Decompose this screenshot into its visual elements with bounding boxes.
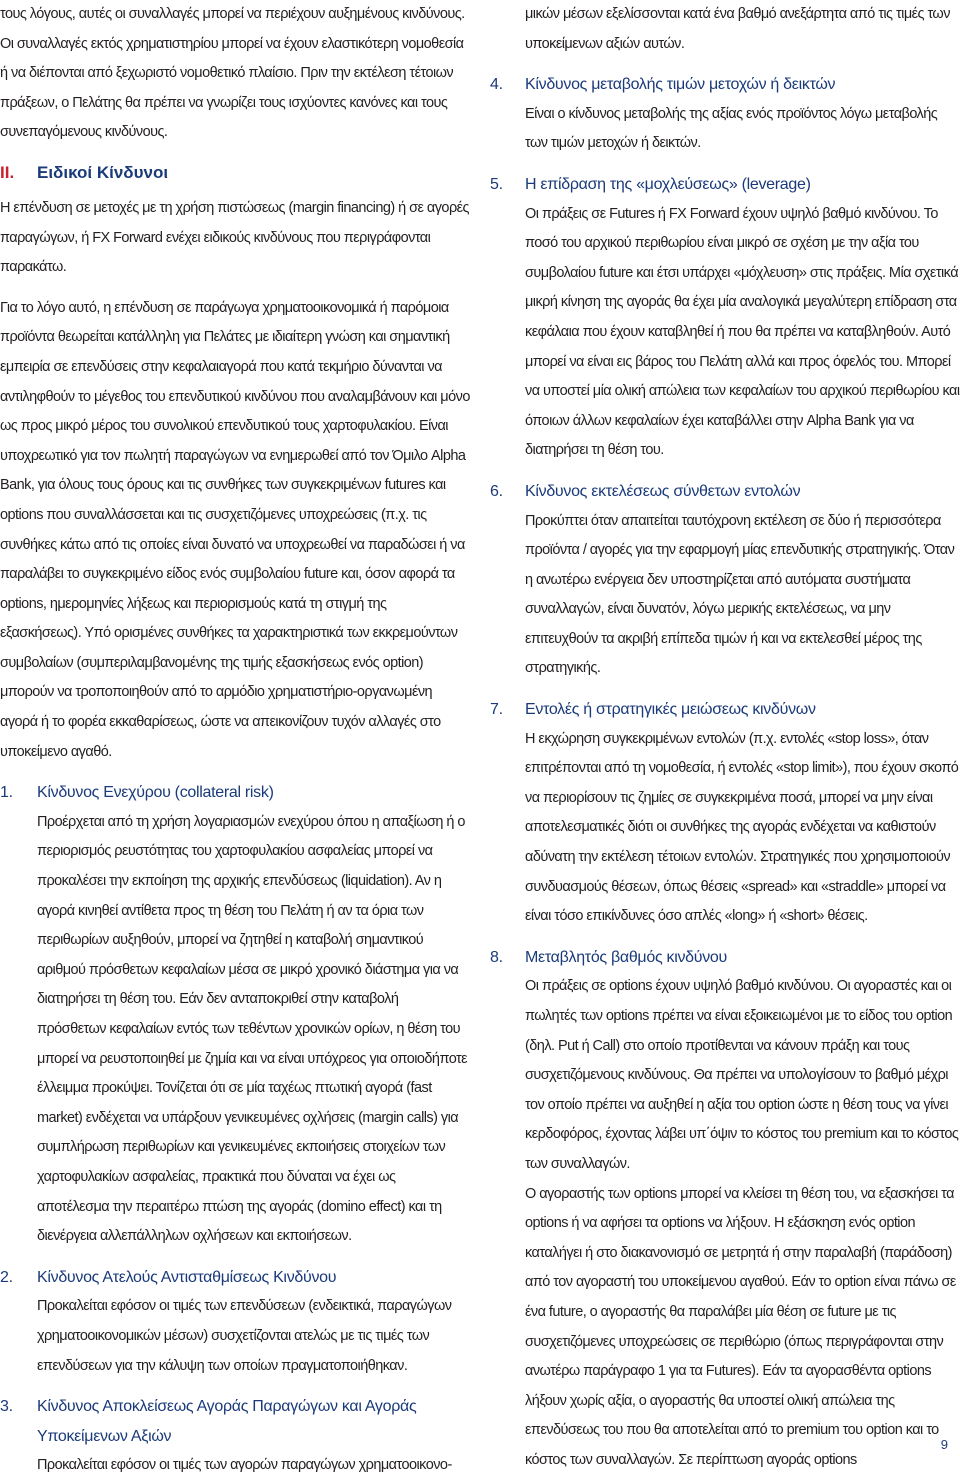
item-6-title: Κίνδυνος εκτελέσεως σύνθετων εντολών bbox=[525, 482, 801, 500]
item-5-title: Η επίδραση της «μοχλεύσεως» (leverage) bbox=[525, 175, 811, 193]
item-4-title: Κίνδυνος μεταβολής τιμών μετοχών ή δεικτών bbox=[525, 76, 836, 94]
item-3-heading bbox=[0, 1392, 470, 1451]
item-8-text-2: Ο αγοραστής των options μπορεί να κλείσει τη θέση του, να εξασκήσει τα options ή να αφήσει τα options να λήξουν. Η εξάσκηση ενός option καταλήγει ή στο διακανονισμό σε μετρητά ή στην παραλαβή (παράδοση) από τον αγοραστή του υποκείμενου αγαθού. Εάν το option είναι πάνω σε ένα future, ο αγοραστής θα παραλάβει μία θέση σε future με τις συσχετιζόμενες υποχρεώσεις σε περιθώριο (όπως περιγράφονται στην ανωτέρω παράγραφο 1 για τα Futures). Εάν τα αγορασθέντα options λήξουν χωρίς αξία, ο αγοραστής θα υποστεί ολική απώλεια της επενδύσεως του που θα αποτελείται από το premium του option και το κόστος των συναλλαγών. Σε περίπτωση αγοράς options bbox=[525, 1185, 956, 1468]
item-1-title: Κίνδυνος Ενεχύρου (collateral risk) bbox=[37, 784, 274, 802]
right-column bbox=[490, 0, 960, 1476]
item-8-number: 8. bbox=[490, 948, 503, 966]
item-5-heading bbox=[490, 170, 960, 200]
item-4-number: 4. bbox=[490, 76, 503, 94]
item-4-text: Είναι ο κίνδυνος μεταβολής της αξίας ενός προϊόντος λόγω μεταβολής των τιμών μετοχών ή δεικτών. bbox=[525, 105, 938, 152]
section-heading bbox=[0, 157, 470, 188]
item-3-number: 3. bbox=[0, 1398, 13, 1416]
item-7-title: Εντολές ή στρατηγικές μειώσεως κινδύνων bbox=[525, 701, 816, 719]
section-paragraph-1: Η επένδυση σε μετοχές με τη χρήση πιστώσεως (margin financing) ή σε αγορές παραγώγων, ή FX Forward ενέχει ειδικούς κινδύνους που περιγράφονται παρακάτω. bbox=[0, 199, 469, 276]
item-2-heading bbox=[0, 1263, 470, 1293]
section-title: Ειδικοί Κίνδυνοι bbox=[37, 162, 169, 182]
item-3-text: Προκαλείται εφόσον οι τιμές των αγορών παραγώγων χρηματοοικονο- bbox=[37, 1457, 452, 1474]
item-8-text: Οι πράξεις σε options έχουν υψηλό βαθμό κινδύνου. Οι αγοραστές και οι πωλητές των options πρέπει να είναι εξοικειωμένοι με το είδος του option (δηλ. Put ή Call) στο οποίο προτίθενται να κάνουν πράξη και τους συσχετιζόμενους κινδύνους. Θα πρέπει να υπολογίσουν το βαθμό μέχρι τον οποίο πρέπει να αυξηθεί η αξία του option ώστε η θέση τους να γίνει κερδοφόρος, έχοντας λάβει υπ΄όψιν το κόστος του premium και το κόστος των συναλλαγών. bbox=[525, 978, 959, 1172]
item-2-text: Προκαλείται εφόσον οι τιμές των επενδύσεων (ενδεικτικά, παραγώγων χρηματοοικονομικών μέσων) συσχετίζονται ατελώς με τις τιμές των επενδύσεων για την κάλυψη των οποίων πραγματοποιήθηκαν. bbox=[37, 1298, 452, 1374]
continuation-paragraph: μικών μέσων εξελίσσονται κατά ένα βαθμό ανεξάρτητα από τις τιμές των υποκείμενων αξιών αυτών. bbox=[525, 6, 950, 52]
section-number: II. bbox=[0, 162, 15, 182]
item-8-heading bbox=[490, 943, 960, 973]
item-2-number: 2. bbox=[0, 1268, 13, 1286]
item-1-number: 1. bbox=[0, 784, 13, 802]
item-8-title: Μεταβλητός βαθμός κινδύνου bbox=[525, 948, 727, 966]
item-7-heading bbox=[490, 695, 960, 725]
item-2-title: Κίνδυνος Ατελούς Αντισταθμίσεως Κινδύνου bbox=[37, 1268, 337, 1286]
item-7-number: 7. bbox=[490, 701, 503, 719]
item-5-text: Οι πράξεις σε Futures ή FX Forward έχουν υψηλό βαθμό κινδύνου. Το ποσό του αρχικού περιθωρίου είναι μικρό σε σχέση με την αξία του συμβολαίου future και έτσι υπάρχει «μόχλευση» στις πράξεις. Μία σχετικά μικρή κίνηση της αγοράς θα έχει μία αναλογικά μεγαλύτερη επίδραση στα κεφάλαια που έχουν καταβληθεί ή που θα πρέπει να καταβληθούν. Αυτό μπορεί να είναι εις βάρος του Πελάτη αλλά και προς όφελός του. Μπορεί να υποστεί μία ολική απώλεια των κεφαλαίων του αρχικού περιθωρίου και όποιων άλλων κεφαλαίων έχει καταβάλλει στην Alpha Bank για να διατηρήσει τη θέση του. bbox=[525, 205, 960, 459]
item-6-number: 6. bbox=[490, 482, 503, 500]
item-4-heading bbox=[490, 70, 960, 100]
left-column bbox=[0, 0, 470, 1481]
section-paragraph-2: Για το λόγο αυτό, η επένδυση σε παράγωγα χρηματοοικονομικά ή παρόμοια προϊόντα θεωρείται κατάλληλη για Πελάτες με ιδιαίτερη γνώση και σημαντική εμπειρία σε επενδύσεις στην κεφαλαιαγορά που κατά τεκμήριο δύνανται να αντιληφθούν το μέγεθος του επενδυτικού κινδύνου που αναλαμβάνουν και μόνο ως προς μικρό μέρος του συνολικού επενδυτικού τους χαρτοφυλακίου. Είναι υποχρεωτικό για τον πωλητή παραγώγων να ενημερωθεί από τον Όμιλο Alpha Bank, για όλους τους όρους και τις συνθήκες των συγκεκριμένων futures και options που συναλλάσσεται και τις συσχετιζόμενες υποχρεώσεις (π.χ. τις συνθήκες κάτω από τις οποίες είναι δυνατό να υποχρεωθεί να παραδώσει ή να παραλάβει το συγκεκριμένο είδος ενός συμβολαίου future και, όσον αφορά τα options, ημερομηνίες λήξεως και περιορισμούς κατά τη στιγμή της εξασκήσεως). Υπό ορισμένες συνθήκες τα χαρακτηριστικά των εκκρεμούντων συμβολαίων (συμπεριλαμβανομένης της τιμής εξασκήσεως ενός option) μπορούν να τροποποιηθούν από το αρμόδιο χρηματιστήριο-οργανωμένη αγορά ή το φορέα εκκαθαρίσεως, ώστε να απεικονίζουν τυχόν αλλαγές στο υποκείμενο αγαθό. bbox=[0, 299, 470, 760]
item-3-title: Κίνδυνος Αποκλείσεως Αγοράς Παραγώγων και Αγοράς Υποκείμενων Αξιών bbox=[37, 1398, 417, 1445]
page-number: 9 bbox=[940, 1437, 948, 1452]
item-7-text: Η εκχώρηση συγκεκριμένων εντολών (π.χ. εντολές «stop loss», όταν επιτρέπονται από τη νομοθεσία, ή εντολές «stop limit»), που έχουν σκοπό να περιορίσουν τις ζημίες σε συγκεκριμένα ποσά, μπορεί να μην είναι αποτελεσματικές διότι οι συνθήκες της αγοράς ενδέχεται να καθιστούν αδύνατη την εκτέλεση τέτοιων εντολών. Στρατηγικές που χρησιμοποιούν συνδυασμούς θέσεων, όπως θέσεις «spread» και «straddle» μπορεί να είναι τόσο επικίνδυνες όσο απλές «long» ή «short» θέσεις. bbox=[525, 730, 959, 925]
intro-paragraph: τους λόγους, αυτές οι συναλλαγές μπορεί να περιέχουν αυξημένους κινδύνους. Οι συναλλαγές εκτός χρηματιστηρίου μπορεί να έχουν ελαστικότερη νομοθεσία ή να διέπονται από ξεχωριστό νομοθετικό πλαίσιο. Πριν την εκτέλεση τέτοιων πράξεων, ο Πελάτης θα πρέπει να γνωρίζει τους ισχύοντες κανόνες και τους συνεπαγόμενους κινδύνους. bbox=[0, 6, 465, 141]
item-5-number: 5. bbox=[490, 175, 503, 193]
item-6-text: Προκύπτει όταν απαιτείται ταυτόχρονη εκτέλεση σε δύο ή περισσότερα προϊόντα / αγορές για την εφαρμογή μίας επενδυτικής στρατηγικής. Όταν η ανωτέρω ενέργεια δεν υποστηρίζεται από αυτόματα συστήματα συναλλαγών, είναι δυνατόν, λόγω μερικής εκτελέσεως, να μην επιτευχθούν τα ακριβή επίπεδα τιμών ή και να εκτελεσθεί μέρος της στρατηγικής. bbox=[525, 512, 955, 677]
item-1-heading bbox=[0, 778, 470, 808]
item-1-text: Προέρχεται από τη χρήση λογαριασμών ενεχύρου όπου η απαξίωση ή ο περιορισμός ρευστότητας του χαρτοφυλακίου ασφαλείας μπορεί να προκαλέσει την εκποίηση της αρχικής επενδύσεως (liquidation). Αν η αγορά κινηθεί αντίθετα προς τη θέση του Πελάτη ή αν τα όρια των περιθωρίων αυξηθούν, μπορεί να ζητηθεί η καταβολή σημαντικού αριθμού πρόσθετων κεφαλαίων μέσα σε μικρό χρονικό διάστημα για να διατηρήσει τη θέση του. Εάν δεν ανταποκριθεί στην καταβολή πρόσθετων κεφαλαίων εντός των τεθέντων χρονικών ορίων, η θέση του μπορεί να ρευστοποιηθεί με ζημία και να είναι υπόχρεος για οποιοδήποτε έλλειμμα προκύψει. Τονίζεται ότι σε μία ταχέως πτωτική αγορά (fast market) ενδέχεται να υπάρξουν γενικευμένες οχλήσεις (margin calls) για συμπλήρωση περιθωρίων και γενικευμένες εκποιήσεις στοιχείων των χαρτοφυλακίων ασφαλείας, πρακτικά που δύναται να έχει ως αποτέλεσμα την περαιτέρω πτώση της αγοράς (domino effect) και τη διενέργεια αλλεπάλληλων οχλήσεων και εκποιήσεων. bbox=[37, 813, 468, 1245]
item-6-heading bbox=[490, 477, 960, 507]
